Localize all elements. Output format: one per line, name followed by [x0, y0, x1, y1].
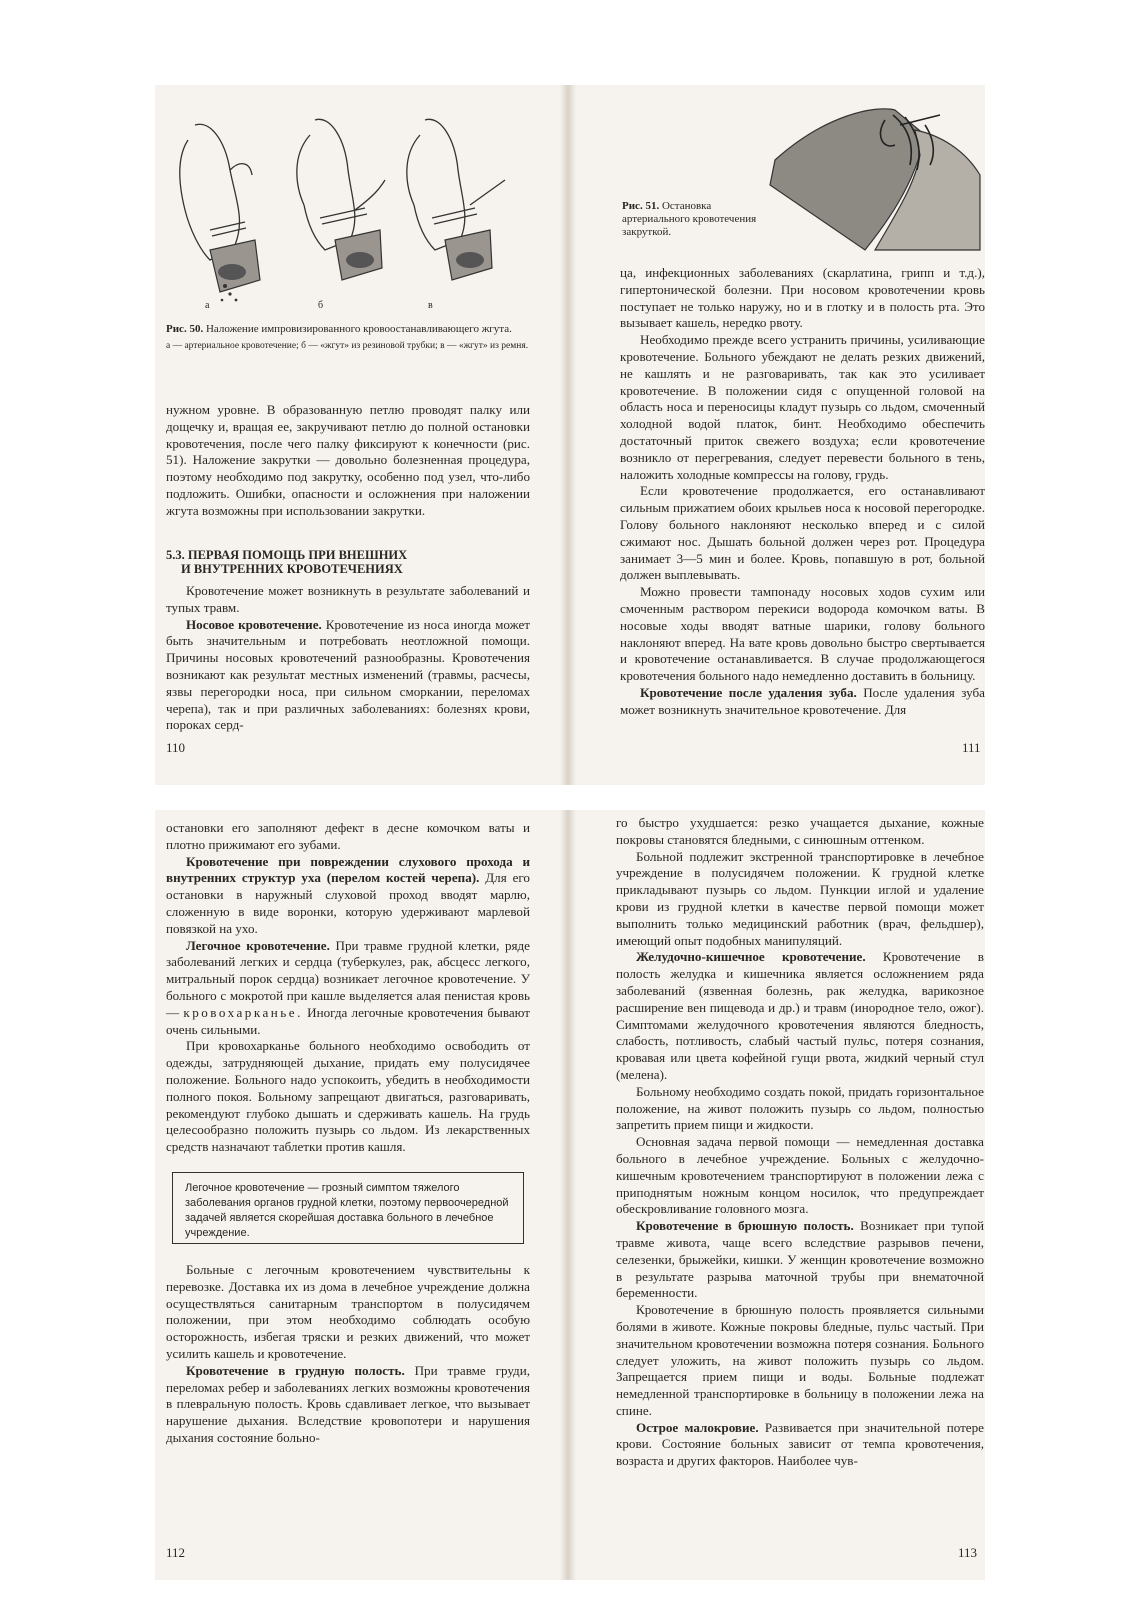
p111-paragraph-4: Можно провести тампонаду носовых ходов сухим или смоченным раствором перекиси водорода комочком ваты. В носовые ходы вводят ватные шарики, голову больного наклоняют вперед. На вате кровь довольно быстро свертывается и кровотечение останавливается. В случае продолжающегося кровотечения больного надо немедленно доставить в больницу. [620, 584, 985, 684]
p113-paragraph-5: Основная задача первой помощи — немедленная доставка больного в лечебное учреждение. Больных с желудочно-кишечным кровотечением транспортируют в положении лежа с приподнятым ножным концом носилок, что предупреждает обескровливание головного мозга. [616, 1134, 984, 1217]
spine-bottom [560, 810, 576, 1580]
p111-paragraph-2: Необходимо прежде всего устранить причины, усиливающие кровотечение. Больного убеждают не делать резких движений, не кашлять и не разговаривать, так как это усиливает кровотечение. В положении сидя с опущенной головой на область носа и переносицы кладут пузырь со льдом, смоченный холодной водой платок, бинт. Необходимо обеспечить достаточный приток свежего воздуха; если кровотечение возникло от перегревания, следует перевести больного в тень, наложить холодные компрессы на голову, грудь. [620, 332, 985, 482]
figure-50-letter-a: а [205, 300, 210, 311]
hemoptysis-term: кровохарканье. [183, 1004, 303, 1020]
warning-box [172, 1172, 524, 1244]
section-heading-line-1: 5.3. ПЕРВАЯ ПОМОЩЬ ПРИ ВНЕШНИХ [166, 548, 408, 562]
p110-paragraph-1: нужном уровне. В образованную петлю проводят палку или дощечку и, вращая ее, закручивают петлю до полной остановки кровотечения, после чего палку фиксируют к конечности (рис. 51). Наложение закрутки — довольно болезненная процедура, поэтому необходимо под закрутку, особенно под узел, что-либо подложить. Ошибки, опасности и осложнения при наложении жгута возможны при использовании закрутки. [166, 402, 530, 518]
p112-paragraph-3a: При травме грудной клетки, ряде заболеваний легких и сердца (туберкулез, рак, абсцесс легкого, митральный порок сердца) возникает легочное кровотечение. У больного с мокротой при кашле выделяется алая пенистая кровь — [166, 937, 530, 1020]
p113-paragraph-6 [616, 1218, 984, 1302]
p113-paragraph-8-text: Развивается при значительной потере крови. Состояние больных зависит от темпа кровотечения, возраста и других факторов. Наиболее чув- [616, 1419, 984, 1469]
p110-paragraph-3-text: Кровотечение из носа иногда может быть значительным и потребовать неотложной помощи. Причины носовых кровотечений разнообразны. Кровотечения возникают как результат местных изменений (травмы, расчесы, язвы перегородки носа, при сильном сморкании, переломах черепа), так и при различных заболеваниях: болезнях крови, пороках серд- [166, 616, 530, 733]
p113-paragraph-7: Кровотечение в брюшную полость проявляется сильными болями в животе. Кожные покровы бледные, пульс частый. При значительном кровотечении возможна потеря сознания. Больного следует уложить, на живот положить пузырь со льдом. Запрещается прием пищи и воды. Больные подлежат немедленной транспортировке в больницу в положении лежа на спине. [616, 1302, 984, 1418]
p112-paragraph-3b: Иногда легочные кровотечения бывают очень сильными. [166, 1004, 530, 1037]
page-number-111: 111 [962, 740, 981, 755]
abdominal-bleeding-heading: Кровотечение в брюшную полость. [636, 1218, 854, 1234]
p111-paragraph-3: Если кровотечение продолжается, его останавливают сильным прижатием обоих крыльев носа к носовой перегородке. Голову больного наклоняют несколько вперед и с силой сжимают нос. Дышать больной должен через рот. Процедура занимает 3—5 мин и более. Кровь, попавшую в рот, больной должен выплевывать. [620, 483, 985, 583]
p111-paragraph-5 [620, 685, 985, 719]
page-number-113: 113 [958, 1545, 978, 1560]
nosebleed-heading: Носовое кровотечение. [186, 616, 322, 632]
p113-paragraph-3-text: Кровотечение в полость желудка и кишечника является осложнением ряда заболеваний (язвенная болезнь, рак желудка, варикозное расширение вен пищевода и др.) и травм (инородное тело, ожог). Симптомами желудочного кровотечения являются бледность, слабость, потливость, слабый частый пульс, потеря сознания, кровавая или цвета кофейной гущи рвота, жидкий черный стул (мелена). [616, 949, 984, 1082]
p110-body-bottom [166, 583, 530, 734]
p113-body [616, 815, 984, 1470]
p112-paragraph-1: остановки его заполняют дефект в десне комочком ваты и плотно прижимают его зубами. [166, 820, 530, 852]
p111-paragraph-1: ца, инфекционных заболеваниях (скарлатина, грипп и т.д.), гипертонической болезни. При носовом кровотечении кровь поступает не только наружу, но и в глотку и в полость рта. Это вызывает кашель, нередко рвоту. [620, 265, 985, 331]
warning-box-text: Легочное кровотечение — грозный симптом тяжелого заболевания органов грудной клетки, поэтому первоочередной задачей является скорейшая доставка больного в лечебное учреждение. [185, 1182, 509, 1239]
spine-top [560, 85, 576, 785]
p112-paragraph-5: Больные с легочным кровотечением чувствительны к перевозке. Доставка их из дома в лечебное учреждение должна осуществляться санитарным транспортом в полусидячем положении, при этом необходимо соблюдать особую осторожность, избегая тряски и резких движений, что может усилить кашель и кровотечение. [166, 1262, 530, 1361]
acute-anemia-heading: Острое малокровие. [636, 1419, 759, 1435]
figure-50-caption-text: Наложение импровизированного кровоостанавливающего жгута. [205, 323, 512, 335]
figure-50 [170, 100, 530, 315]
p113-paragraph-1: го быстро ухудшается: резко учащается дыхание, кожные покровы становятся бледными, с синюшным оттенком. [616, 815, 984, 847]
tooth-extraction-heading: Кровотечение после удаления зуба. [640, 684, 857, 700]
figure-50-caption [166, 323, 530, 352]
ear-bleeding-heading: Кровотечение при повреждении слухового прохода и внутренних структур уха (перелом костей черепа). [166, 853, 530, 886]
p110-paragraph-2: Кровотечение может возникнуть в результате заболеваний и тупых травм. [166, 583, 530, 615]
figure-51-caption-text: Остановка артериального кровотечения закруткой. [622, 200, 757, 238]
figure-50-caption-label: Рис. 50. [166, 323, 204, 335]
p111-paragraph-5-text: После удаления зуба может возникнуть значительное кровотечение. Для [620, 684, 985, 717]
figure-51-caption-label: Рис. 51. [622, 200, 660, 212]
p113-paragraph-8 [616, 1420, 984, 1470]
p112-paragraph-4: При кровохарканье больного необходимо освободить от одежды, затрудняющей дыхание, придать ему полусидячее положение. Больного надо успокоить, убедить в необходимости полного покоя. Больному запрещают двигаться, разговаривать, рекомендуют глубоко дышать и сдерживать кашель. На грудь целесообразно положить пузырь со льдом. Из лекарственных средств назначают таблетки против кашля. [166, 1038, 530, 1155]
figure-51 [765, 95, 995, 255]
figure-50-legend: а — артериальное кровотечение; б — «жгут» из резиновой трубки; в — «жгут» из ремня. [166, 341, 529, 351]
section-heading-line-2: И ВНУТРЕННИХ КРОВОТЕЧЕНИЯХ [181, 562, 403, 576]
p112-paragraph-2-text: Для его остановки в наружный слуховой проход вводят марлю, сложенную в виде воронки, которую удерживают марлевой повязкой на ухо. [166, 870, 530, 936]
p113-paragraph-6-text: Возникает при тупой травме живота, чаще всего вследствие разрывов печени, селезенки, брыжейки, кишки. У женщин кровотечение возможно в результате разрыва маточной трубы при внематочной беременности. [616, 1218, 984, 1301]
p112-paragraph-6-text: При травме груди, переломах ребер и заболеваниях легких возможны кровотечения в плевральную полость. Кровь сдавливает легкое, что вызывает нарушение дыхания. Вследствие кровопотери и нарушения дыхания состояние больно- [166, 1362, 531, 1445]
p112-body-top [166, 820, 530, 1156]
figure-51-caption [622, 200, 760, 239]
figure-50-illustration [170, 100, 530, 315]
p112-body-bottom [166, 1262, 530, 1447]
figure-50-letter-v: в [428, 300, 433, 311]
figure-50-letter-b: б [318, 300, 324, 311]
p112-paragraph-6 [166, 1363, 530, 1447]
gi-bleeding-heading: Желудочно-кишечное кровотечение. [636, 949, 866, 965]
p112-paragraph-3 [166, 938, 530, 1039]
p110-body-top [166, 402, 530, 520]
p113-paragraph-4: Больному необходимо создать покой, придать горизонтальное положение, на живот положить пузырь со льдом, полностью запретить прием пищи и жидкости. [616, 1083, 984, 1133]
section-heading-5-3 [166, 548, 530, 576]
page-number-112: 112 [166, 1545, 186, 1560]
p112-paragraph-2 [166, 854, 530, 938]
chest-bleeding-heading: Кровотечение в грудную полость. [186, 1362, 405, 1378]
page-number-110: 110 [166, 740, 186, 755]
p113-paragraph-3 [616, 949, 984, 1083]
p110-paragraph-3 [166, 617, 530, 735]
pulmonary-bleeding-heading: Легочное кровотечение. [186, 937, 330, 953]
p111-body [620, 265, 985, 719]
figure-51-illustration [765, 95, 985, 255]
p113-paragraph-2: Больной подлежит экстренной транспортировке в лечебное учреждение в полусидячем положении. К грудной клетке прикладывают пузырь со льдом. Пункции иглой и удаление крови из грудной клетки в качестве первой помощи может выполнить только медицинский работник (врач, фельдшер), имеющий опыт подобных манипуляций. [616, 848, 984, 948]
